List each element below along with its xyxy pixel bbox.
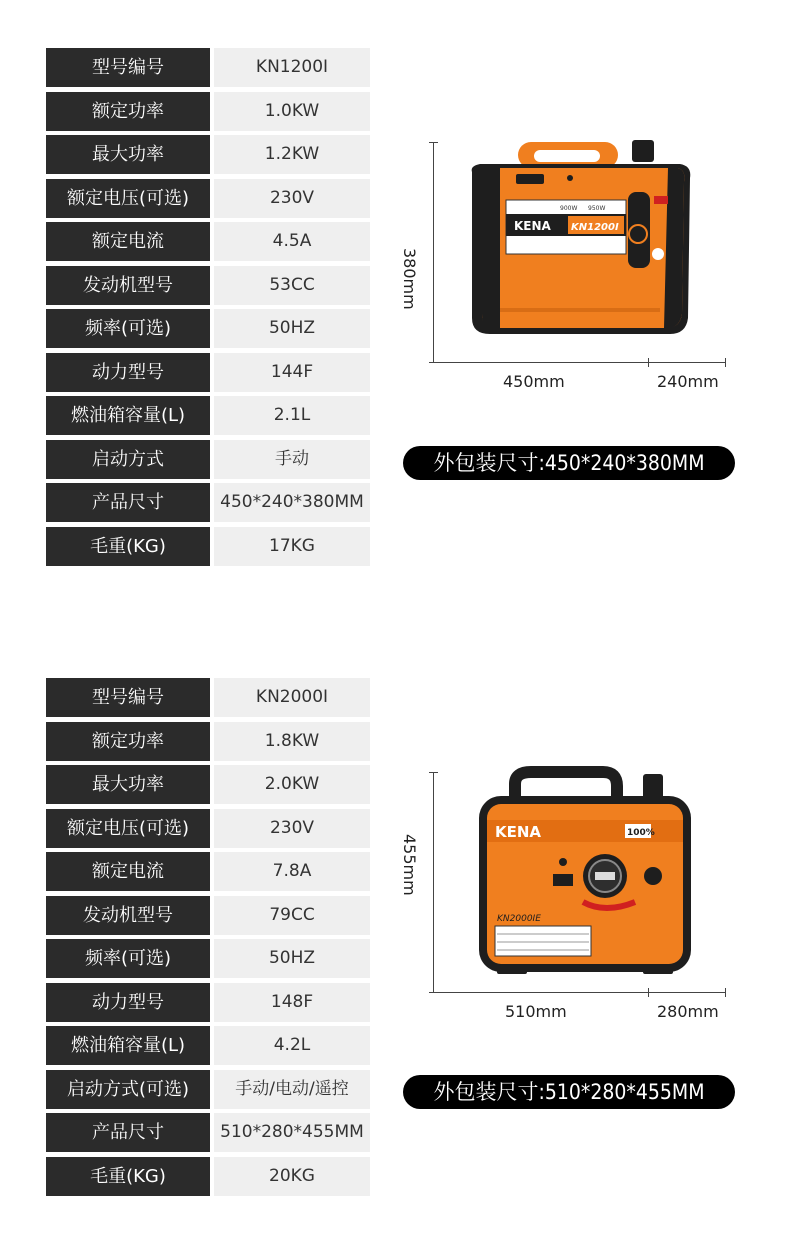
spec-label: 最大功率	[46, 135, 210, 174]
product-kn1200i	[0, 48, 790, 568]
spec-row	[46, 809, 370, 848]
width-label: 240mm	[657, 372, 719, 391]
spec-row	[46, 353, 370, 392]
spec-value: 230V	[214, 179, 370, 218]
height-dimension-line	[433, 772, 434, 992]
rated-watt-text: 900W	[560, 205, 578, 212]
height-label: 380mm	[400, 248, 419, 310]
spec-label: 动力型号	[46, 353, 210, 392]
spec-row	[46, 722, 370, 761]
spec-label: 燃油箱容量(L)	[46, 396, 210, 435]
height-dimension-line	[433, 142, 434, 362]
dimension-tick	[648, 988, 649, 997]
spec-label: 频率(可选)	[46, 309, 210, 348]
length-label: 450mm	[503, 372, 565, 391]
spec-row	[46, 896, 370, 935]
spec-label: 型号编号	[46, 48, 210, 87]
spec-label: 额定电压(可选)	[46, 179, 210, 218]
spec-value: 4.2L	[214, 1026, 370, 1065]
spec-row	[46, 939, 370, 978]
spec-value: 7.8A	[214, 852, 370, 891]
spec-row	[46, 1026, 370, 1065]
dimension-tick	[725, 988, 726, 997]
spec-value: 20KG	[214, 1157, 370, 1196]
spec-value: 148F	[214, 983, 370, 1022]
dimension-diagram-kn2000i	[395, 768, 735, 1028]
spec-label: 发动机型号	[46, 896, 210, 935]
spec-value: KN1200I	[214, 48, 370, 87]
spec-row	[46, 48, 370, 87]
spec-value: 53CC	[214, 266, 370, 305]
brand-text: KENA	[514, 219, 551, 233]
height-label: 455mm	[400, 834, 419, 896]
spec-row	[46, 396, 370, 435]
spec-row	[46, 222, 370, 261]
length-dimension-line	[429, 362, 725, 363]
spec-row	[46, 527, 370, 566]
spec-label: 燃油箱容量(L)	[46, 1026, 210, 1065]
spec-label: 额定电流	[46, 222, 210, 261]
spec-row	[46, 266, 370, 305]
spec-row	[46, 1157, 370, 1196]
dimension-tick	[429, 772, 438, 773]
spec-row	[46, 440, 370, 479]
spec-label: 毛重(KG)	[46, 527, 210, 566]
spec-value: KN2000I	[214, 678, 370, 717]
dimension-tick	[429, 142, 438, 143]
generator-kn2000i-image	[475, 768, 695, 978]
spec-row	[46, 678, 370, 717]
spec-row	[46, 765, 370, 804]
spec-label: 频率(可选)	[46, 939, 210, 978]
spec-row	[46, 1070, 370, 1109]
spec-row	[46, 309, 370, 348]
spec-value: 50HZ	[214, 309, 370, 348]
dimension-tick	[725, 358, 726, 367]
spec-value: 17KG	[214, 527, 370, 566]
spec-row	[46, 92, 370, 131]
length-label: 510mm	[505, 1002, 567, 1021]
length-dimension-line	[429, 992, 725, 993]
spec-value: 510*280*455MM	[214, 1113, 370, 1152]
spec-value: 1.2KW	[214, 135, 370, 174]
width-label: 280mm	[657, 1002, 719, 1021]
spec-label: 额定电流	[46, 852, 210, 891]
spec-label: 额定功率	[46, 722, 210, 761]
spec-label: 毛重(KG)	[46, 1157, 210, 1196]
spec-label: 启动方式(可选)	[46, 1070, 210, 1109]
spec-value: 4.5A	[214, 222, 370, 261]
spec-label: 额定电压(可选)	[46, 809, 210, 848]
package-size-badge: 外包装尺寸:510*280*455MM	[403, 1075, 735, 1109]
max-watt-text: 950W	[588, 205, 606, 212]
spec-label: 额定功率	[46, 92, 210, 131]
spec-value: 79CC	[214, 896, 370, 935]
brand-text: KENA	[495, 823, 542, 841]
spec-row	[46, 179, 370, 218]
model-badge-text: KN2000IE	[497, 914, 541, 924]
package-size-badge: 外包装尺寸:450*240*380MM	[403, 446, 735, 480]
percent-badge-text: 100%	[627, 828, 655, 838]
spec-label: 启动方式	[46, 440, 210, 479]
spec-value: 450*240*380MM	[214, 483, 370, 522]
spec-row	[46, 983, 370, 1022]
spec-value: 1.0KW	[214, 92, 370, 131]
spec-label: 产品尺寸	[46, 483, 210, 522]
dimension-diagram-kn1200i	[395, 138, 735, 398]
spec-value: 144F	[214, 353, 370, 392]
generator-kn1200i-image	[460, 138, 700, 338]
model-badge-text: KN1200I	[571, 222, 619, 233]
spec-row	[46, 852, 370, 891]
spec-label: 发动机型号	[46, 266, 210, 305]
spec-row	[46, 483, 370, 522]
spec-row	[46, 135, 370, 174]
spec-label: 型号编号	[46, 678, 210, 717]
product-kn2000i	[0, 678, 790, 1198]
dimension-tick	[648, 358, 649, 367]
spec-value: 手动	[214, 440, 370, 479]
spec-label: 产品尺寸	[46, 1113, 210, 1152]
spec-label: 动力型号	[46, 983, 210, 1022]
spec-value: 手动/电动/遥控	[214, 1070, 370, 1109]
spec-value: 230V	[214, 809, 370, 848]
spec-value: 2.1L	[214, 396, 370, 435]
spec-label: 最大功率	[46, 765, 210, 804]
spec-value: 50HZ	[214, 939, 370, 978]
spec-row	[46, 1113, 370, 1152]
spec-value: 1.8KW	[214, 722, 370, 761]
spec-value: 2.0KW	[214, 765, 370, 804]
